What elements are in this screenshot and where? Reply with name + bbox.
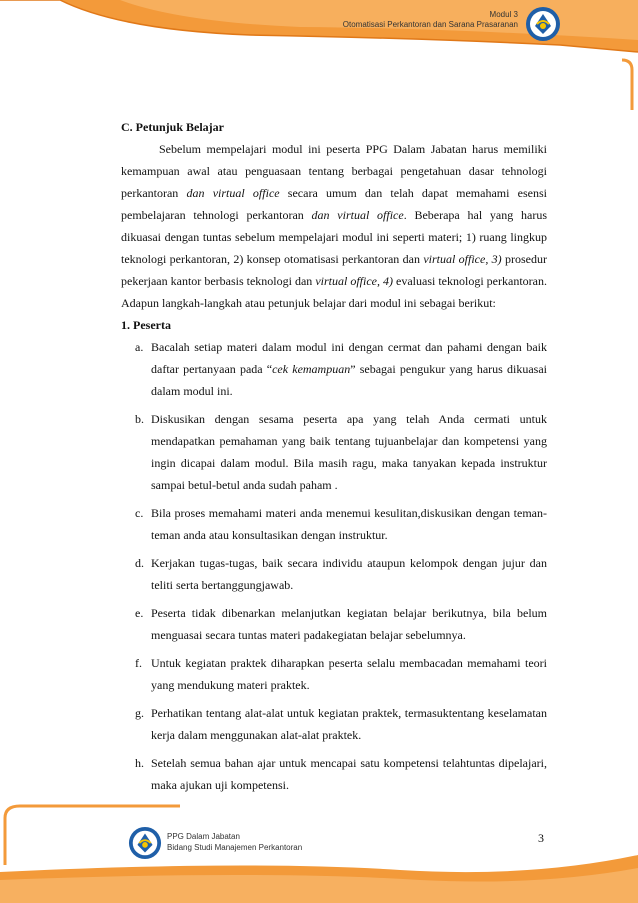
list-text: Bila proses memahami materi anda menemui kesulitan,diskusikan dengan teman-teman anda atau konsultasikan dengan instruktur. (151, 506, 547, 542)
list-marker: h. (135, 756, 144, 770)
list-item (121, 336, 547, 402)
intro-text-4: dan virtual office (311, 208, 404, 222)
list-marker: f. (135, 656, 142, 670)
footer-line-2: Bidang Studi Manajemen Perkantoran (167, 843, 303, 852)
intro-text-8: virtual office, 4) (315, 274, 393, 288)
list-text-after: ” sebagai pengukur yang harus dikuasai dalam modul ini. (151, 362, 547, 398)
intro-text-5: . Beberapa hal yang harus dikuasai dengan tuntas sebelum mempelajari modul ini seperti materi; 1) ruang lingkup teknologi perkantoran, 2) konsep otomatisasi perkantoran dan (121, 208, 548, 266)
list-marker: e. (135, 606, 144, 620)
list-marker: c. (135, 506, 144, 520)
header-module: Modul 3 (489, 10, 518, 19)
list-marker: d. (135, 556, 144, 570)
list-marker: g. (135, 706, 144, 720)
list-marker: b. (135, 412, 144, 426)
footer-decoration (0, 800, 638, 903)
list-item (121, 602, 547, 646)
list-item (121, 652, 547, 696)
footer-line-1: PPG Dalam Jabatan (167, 832, 240, 841)
tut-wuri-handayani-logo-icon (525, 6, 561, 42)
list-text: Bacalah setiap materi dalam modul ini dengan cermat dan pahami dengan baik daftar pertanyaan pada “ (151, 340, 547, 376)
list-item (121, 752, 547, 796)
list-text: Peserta tidak dibenarkan melanjutkan kegiatan belajar berikutnya, bila belum menguasai secara tuntas materi padakegiatan belajar sebelumnya. (151, 606, 547, 642)
intro-text-1: Sebelum mempelajari modul ini peserta PPG Dalam Jabatan harus memiliki kemampuan awal atau penguasaan tentang berbagai pengetahuan dasar tehnologi perkantoran (121, 142, 547, 200)
list-text: Perhatikan tentang alat-alat untuk kegiatan praktek, termasuktentang keselamatan kerja dalam menggunakan alat-alat praktek. (151, 706, 547, 742)
list-marker: a. (135, 340, 144, 354)
list-text-emph: cek kemampuan (272, 362, 351, 376)
list-text: Kerjakan tugas-tugas, baik secara individu ataupun kelompok dengan jujur dan teliti serta bertanggungjawab. (151, 556, 547, 592)
page-number: 3 (538, 831, 544, 845)
peserta-list (121, 336, 547, 796)
list-text: Untuk kegiatan praktek diharapkan peserta selalu membacadan memahami teori yang mendukung materi praktek. (151, 656, 547, 692)
intro-text-7: prosedur pekerjaan kantor berbasis teknologi dan (121, 252, 548, 288)
list-item (121, 408, 547, 496)
tut-wuri-handayani-logo-icon (128, 826, 162, 860)
list-item (121, 702, 547, 746)
section-title: C. Petunjuk Belajar (121, 120, 224, 134)
intro-text-2: dan virtual office (186, 186, 280, 200)
list-text: Setelah semua bahan ajar untuk mencapai satu kompetensi telahtuntas dipelajari, maka ajukan uji kompetensi. (151, 756, 547, 792)
main-content (121, 116, 547, 802)
intro-text-6: virtual office, 3) (423, 252, 502, 266)
intro-text-9: evaluasi teknologi perkantoran. Adapun langkah-langkah atau petunjuk belajar dari modul ini sebagai berikut: (121, 274, 547, 310)
intro-text-3: secara umum dan telah dapat memahami esensi pembelajaran tehnologi perkantoran (121, 186, 547, 222)
peserta-heading: 1. Peserta (121, 318, 171, 332)
list-item (121, 552, 547, 596)
header-subtitle: Otomatisasi Perkantoran dan Sarana Prasaranan (342, 20, 518, 29)
list-text: Diskusikan dengan sesama peserta apa yang telah Anda cermati untuk mendapatkan pemahaman yang baik tentang tujuanbelajar dan kompetensi yang ingin dicapai dalam modul. Bila masih ragu, maka tanyakan kepada instruktur sampai betul-betul anda sudah paham . (151, 412, 547, 492)
list-item (121, 502, 547, 546)
intro-paragraph (121, 138, 547, 314)
